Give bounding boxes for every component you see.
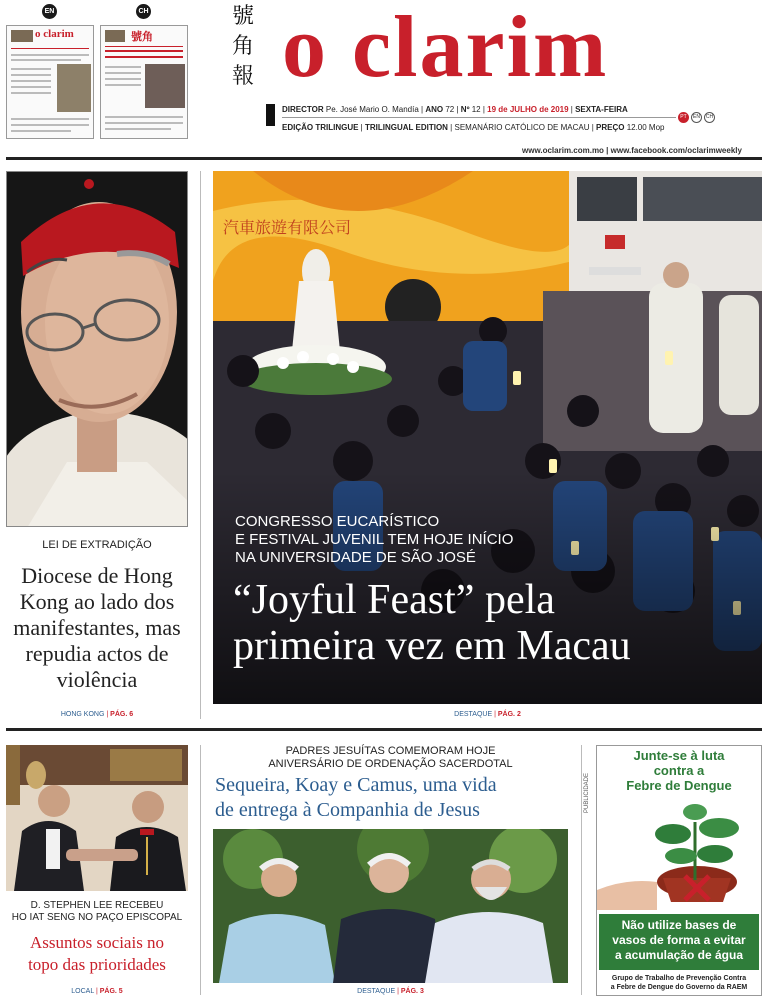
page-number: 2 xyxy=(516,711,521,718)
headline-line: “Joyful Feast” pela xyxy=(233,577,555,623)
thumb-text xyxy=(105,84,141,86)
section-rule xyxy=(6,728,762,731)
language-badge-pt[interactable]: PT xyxy=(678,112,689,123)
english-edition-thumbnail[interactable] xyxy=(6,25,94,139)
subhead-line: CONGRESSO EUCARÍSTICO xyxy=(235,513,440,530)
masthead-rule xyxy=(6,157,762,160)
chinese-edition-thumbnail[interactable] xyxy=(100,25,188,139)
chinese-masthead xyxy=(228,2,258,92)
issue-date: 19 de JULHO de 2019 xyxy=(487,105,569,114)
subhead-line: E FESTIVAL JUVENIL TEM HOJE INÍCIO xyxy=(235,531,514,548)
lead-main-subhead xyxy=(235,513,513,567)
page-number: 3 xyxy=(419,988,424,995)
bottom-mid-kicker xyxy=(213,745,568,771)
kicker-line: D. STEPHEN LEE RECEBEU xyxy=(30,900,164,911)
language-badge-en-small[interactable]: EN xyxy=(691,112,702,123)
language-badge-ch-small[interactable]: CH xyxy=(704,112,715,123)
column-divider xyxy=(200,745,201,995)
page-label: PÁG. xyxy=(400,988,418,995)
edition-info-line: EDIÇÃO TRILINGUE | TRILINGUAL EDITION | SEMANÁRIO CATÓLICO DE MACAU | PREÇO 12.00 Mop xyxy=(282,123,665,132)
number-label: Nº xyxy=(460,105,470,114)
bottom-mid-photo[interactable] xyxy=(213,829,568,983)
number-value: 12 xyxy=(471,105,481,114)
year-label: ANO xyxy=(425,105,444,114)
header-divider xyxy=(282,117,676,118)
thumb-text xyxy=(105,116,183,118)
page-label: PÁG. xyxy=(110,711,128,718)
ad-side-label-wrap xyxy=(584,748,594,838)
kicker-line: PADRES JESUÍTAS COMEMORAM HOJE xyxy=(285,745,496,757)
headline-line: de entrega à Companhia de Jesus xyxy=(215,799,480,821)
ad-title-line: Febre de Dengue xyxy=(626,778,732,793)
price-value: 12.00 Mop xyxy=(626,123,665,132)
thumb-photo xyxy=(57,64,91,112)
edition-pt: EDIÇÃO TRILINGUE xyxy=(282,123,359,132)
thumb-text xyxy=(11,59,81,61)
section-label: HONG KONG xyxy=(60,711,105,718)
plant-pot-illustration xyxy=(597,798,761,910)
cardinal-portrait-image xyxy=(7,172,188,527)
meeting-image xyxy=(6,745,188,891)
headline-line: topo das prioridades xyxy=(28,955,166,974)
thumb-text xyxy=(11,80,51,82)
lead-left-page-ref[interactable]: HONG KONG | PÁG. 6 xyxy=(60,711,134,718)
thumb-text xyxy=(105,66,141,68)
thumb-photo xyxy=(11,30,33,42)
language-badge-ch[interactable]: CH xyxy=(136,4,151,19)
bus-lettering: 汽車旅遊有限公司 xyxy=(223,218,352,237)
facebook-link[interactable]: www.facebook.com/oclarimweekly xyxy=(610,146,742,155)
bottom-left-page-ref[interactable]: LOCAL | PÁG. 5 xyxy=(71,988,123,995)
thumb-text xyxy=(11,130,71,132)
column-divider xyxy=(581,745,582,995)
bottom-left-photo[interactable] xyxy=(6,745,188,891)
masthead-cjk-char: 角 xyxy=(231,34,254,59)
thumb-photo xyxy=(105,30,125,42)
thumb-text xyxy=(105,122,183,124)
thumb-rule xyxy=(11,48,89,49)
thumb-text xyxy=(11,118,89,120)
issue-weekday: SEXTA-FEIRA xyxy=(575,105,628,114)
thumb-text xyxy=(11,74,51,76)
director-name: Pe. José Mario O. Mandía xyxy=(325,105,419,114)
kicker-line: HO IAT SENG NO PAÇO EPISCOPAL xyxy=(11,912,183,923)
bottom-left-kicker xyxy=(6,900,188,924)
edition-en: TRILINGUAL EDITION xyxy=(364,123,448,132)
headline-line: Assuntos sociais no xyxy=(29,933,165,952)
lead-main-photo[interactable] xyxy=(213,171,762,704)
director-label: DIRECTOR xyxy=(282,105,324,114)
headline-line: Sequeira, Koay e Camus, uma vida xyxy=(215,774,497,796)
page-number: 5 xyxy=(118,988,123,995)
header-accent-bar xyxy=(266,104,275,126)
subhead-line: NA UNIVERSIDADE DE SÃO JOSÉ xyxy=(235,549,476,566)
ad-title-line: Junte-se à luta xyxy=(633,748,725,763)
section-label: LOCAL xyxy=(71,988,94,995)
ad-sponsor xyxy=(597,974,761,992)
advertising-label: PUBLICIDADE xyxy=(584,773,590,814)
thumb-text xyxy=(105,128,171,130)
web-links: www.oclarim.com.mo | www.facebook.com/oclarimweekly xyxy=(522,146,742,155)
lead-left-kicker: LEI DE EXTRADIÇÃO xyxy=(42,539,152,551)
bottom-mid-headline[interactable] xyxy=(213,773,568,823)
thumb-text xyxy=(105,56,183,58)
thumb-text xyxy=(105,78,141,80)
bottom-mid-page-ref[interactable]: DESTAQUE | PÁG. 3 xyxy=(357,988,424,995)
page-number: 6 xyxy=(129,711,134,718)
ad-message-line: vasos de forma a evitar xyxy=(612,933,746,947)
jesuit-priests-image xyxy=(213,829,568,983)
lead-main-headline[interactable] xyxy=(233,577,631,669)
ad-title xyxy=(597,748,761,793)
thumb-rule xyxy=(105,46,183,47)
price-label: PREÇO xyxy=(596,123,625,132)
thumb-title: o clarim xyxy=(35,28,74,40)
language-badge-en[interactable]: EN xyxy=(42,4,57,19)
thumb-text xyxy=(105,50,183,52)
ad-message xyxy=(599,914,759,970)
thumb-text xyxy=(105,72,141,74)
masthead-cjk-char: 報 xyxy=(231,64,254,89)
section-label: DESTAQUE xyxy=(357,988,396,995)
kicker-line: ANIVERSÁRIO DE ORDENAÇÃO SACERDOTAL xyxy=(268,758,513,770)
thumb-text xyxy=(11,68,51,70)
section-label: DESTAQUE xyxy=(454,711,493,718)
column-divider xyxy=(200,171,201,719)
cardinal-photo[interactable] xyxy=(6,171,188,527)
publication-name: SEMANÁRIO CATÓLICO DE MACAU xyxy=(454,123,590,132)
lead-left-headline[interactable]: Diocese de Hong Kong ao lado dos manifestantes, mas repudia actos de violência xyxy=(13,563,181,692)
issue-info-line: DIRECTOR Pe. José Mario O. Mandía | ANO 72 | Nº 12 | 19 de JULHO de 2019 | SEXTA-FEIRA xyxy=(282,105,628,114)
thumb-text xyxy=(11,54,89,56)
ad-sponsor-line: Grupo de Trabalho de Prevenção Contra xyxy=(611,975,747,982)
ad-message-line: Não utilize bases de xyxy=(621,918,737,932)
page-label: PÁG. xyxy=(99,988,117,995)
thumb-title: 號角 xyxy=(131,31,153,43)
website-link[interactable]: www.oclarim.com.mo xyxy=(522,146,604,155)
headline-line: primeira vez em Macau xyxy=(233,623,631,669)
thumb-text xyxy=(11,124,89,126)
year-value: 72 xyxy=(445,105,455,114)
thumb-photo xyxy=(145,64,185,108)
ad-message-line: a acumulação de água xyxy=(614,948,744,962)
ad-sponsor-line: a Febre de Dengue do Governo da RAEM xyxy=(610,984,748,991)
bottom-left-headline[interactable] xyxy=(6,932,188,976)
ad-title-line: contra a xyxy=(653,763,705,778)
page-label: PÁG. xyxy=(497,711,515,718)
thumb-text xyxy=(11,86,51,88)
lead-main-page-ref[interactable]: DESTAQUE | PÁG. 2 xyxy=(454,711,521,718)
masthead-title[interactable]: o clarim xyxy=(282,0,609,96)
thumb-text xyxy=(11,92,51,94)
masthead-cjk-char: 號 xyxy=(231,4,254,29)
dengue-advertisement[interactable] xyxy=(596,745,762,996)
